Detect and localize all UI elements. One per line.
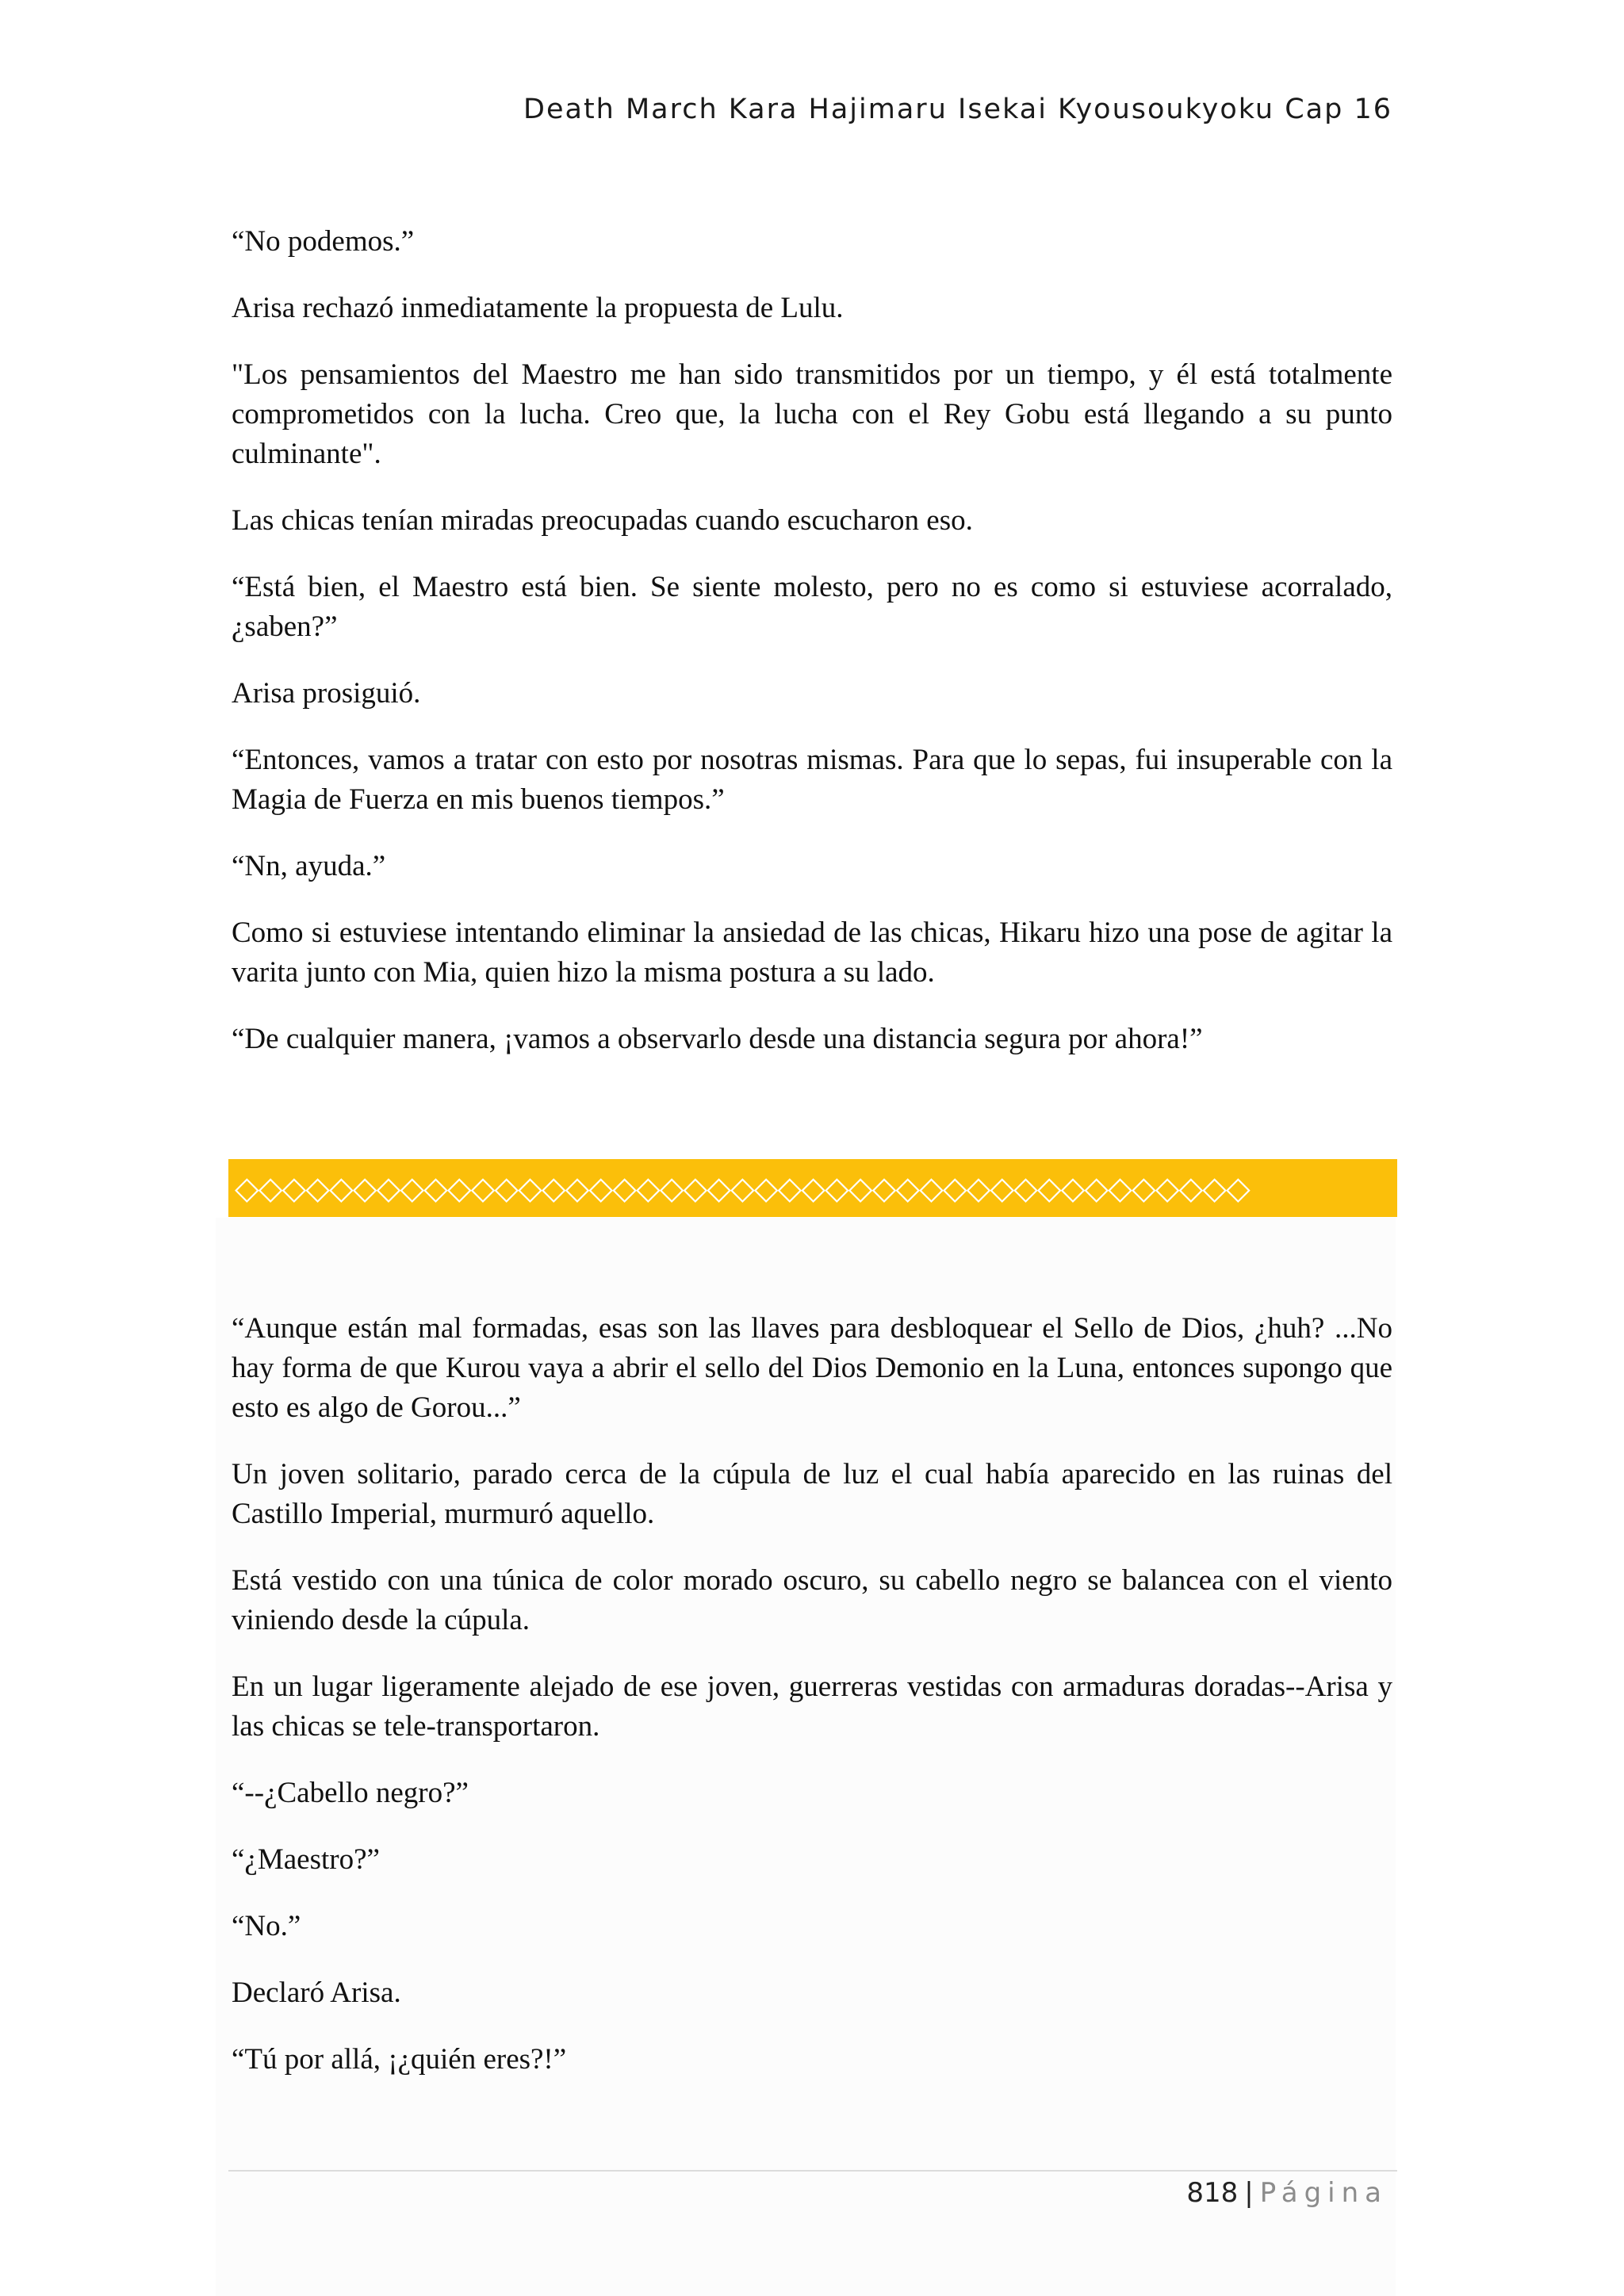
text-section-2	[232, 1309, 1392, 2107]
paragraph: En un lugar ligeramente alejado de ese joven, guerreras vestidas con armaduras doradas--Arisa y las chicas se tele-transportaron.	[232, 1670, 1392, 1743]
paragraph: “Aunque están mal formadas, esas son las llaves para desbloquear el Sello de Dios, ¿huh? ...No hay forma de que Kurou vaya a abrir el sello del Dios Demonio en la Luna, entonces supongo que esto es algo de Gorou...”	[232, 1312, 1392, 1424]
paragraph: “De cualquier manera, ¡vamos a observarlo desde una distancia segura por ahora!”	[232, 1023, 1203, 1055]
text-section-1	[232, 222, 1392, 1086]
paragraph: Arisa rechazó inmediatamente la propuesta de Lulu.	[232, 292, 844, 324]
paragraph: "Los pensamientos del Maestro me han sido transmitidos por un tiempo, y él está totalmente comprometidos con la lucha. Creo que, la lucha con el Rey Gobu está llegando a su punto culminante".	[232, 358, 1392, 470]
paragraph: Un joven solitario, parado cerca de la cúpula de luz el cual había aparecido en las ruinas del Castillo Imperial, murmuró aquello.	[232, 1458, 1392, 1530]
paragraph: Está vestido con una túnica de color morado oscuro, su cabello negro se balancea con el viento viniendo desde la cúpula.	[232, 1564, 1392, 1636]
paragraph: “Nn, ayuda.”	[232, 850, 386, 882]
paragraph: “--¿Cabello negro?”	[232, 1777, 469, 1809]
scene-break-separator	[228, 1159, 1397, 1217]
page-number: 818	[1186, 2177, 1239, 2209]
paragraph: “Tú por allá, ¡¿quién eres?!”	[232, 2043, 567, 2076]
paragraph: Arisa prosiguió.	[232, 677, 421, 710]
footer-separator: |	[1244, 2177, 1254, 2209]
paragraph: “¿Maestro?”	[232, 1843, 380, 1876]
page-label: Página	[1259, 2177, 1388, 2209]
page-footer	[1186, 2177, 1388, 2209]
paragraph: Declaró Arisa.	[232, 1976, 401, 2009]
paragraph: “Entonces, vamos a tratar con esto por nosotras mismas. Para que lo sepas, fui insuperable con la Magia de Fuerza en mis buenos tiempos.”	[232, 744, 1392, 816]
diamond-ornament: ◇◇◇◇◇◇◇◇◇◇◇◇◇◇◇◇◇◇◇◇◇◇◇◇◇◇◇◇◇◇◇◇◇◇◇◇◇◇◇◇◇◇◇	[235, 1169, 1250, 1207]
paragraph: “Está bien, el Maestro está bien. Se siente molesto, pero no es como si estuviese acorralado, ¿saben?”	[232, 571, 1392, 643]
footer-divider	[228, 2170, 1397, 2172]
paragraph: “No podemos.”	[232, 225, 415, 258]
running-header: Death March Kara Hajimaru Isekai Kyousoukyoku Cap 16	[523, 94, 1392, 125]
paragraph: Las chicas tenían miradas preocupadas cuando escucharon eso.	[232, 504, 973, 537]
paragraph: Como si estuviese intentando eliminar la ansiedad de las chicas, Hikaru hizo una pose de agitar la varita junto con Mia, quien hizo la misma postura a su lado.	[232, 916, 1392, 989]
paragraph: “No.”	[232, 1910, 301, 1942]
